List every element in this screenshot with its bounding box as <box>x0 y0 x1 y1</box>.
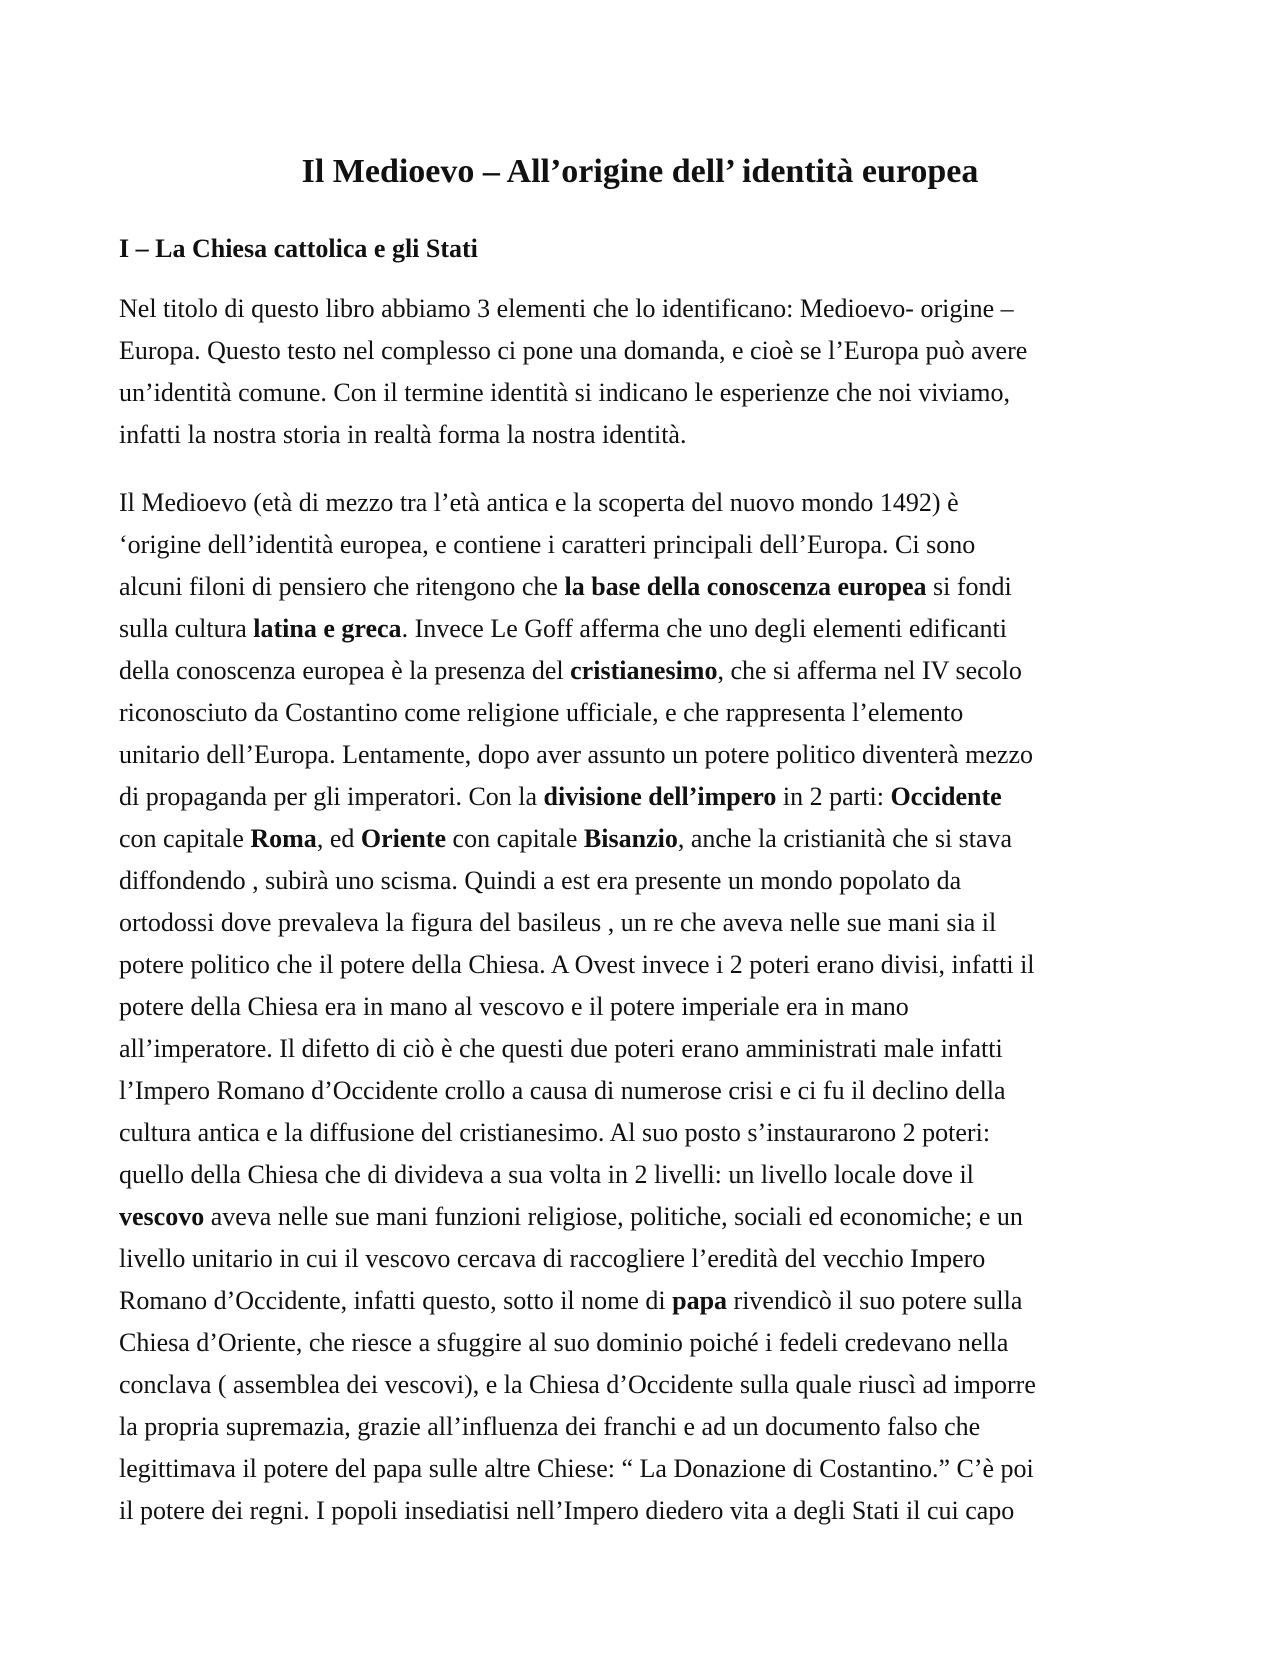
text-run: legittimava il potere del papa sulle altre Chiese: “ La Donazione di Costantino.” C’è poi <box>119 1454 1034 1483</box>
bold-text: latina e greca <box>253 614 402 643</box>
text-line <box>119 1448 1159 1490</box>
section-heading: I – La Chiesa cattolica e gli Stati <box>119 234 478 263</box>
text-line <box>119 1070 1159 1112</box>
text-line <box>119 692 1159 734</box>
bold-text: Roma <box>250 824 317 853</box>
text-line <box>119 650 1159 692</box>
bold-text: papa <box>672 1286 728 1315</box>
text-run: Il Medioevo (età di mezzo tra l’età antica e la scoperta del nuovo mondo 1492) è <box>119 488 959 517</box>
text-line <box>119 1364 1159 1406</box>
text-run: , ed <box>316 824 361 853</box>
text-line <box>119 482 1159 524</box>
text-line <box>119 1154 1159 1196</box>
text-line <box>119 1280 1159 1322</box>
text-line <box>119 734 1159 776</box>
text-line <box>119 414 1159 456</box>
bold-text: Bisanzio <box>583 824 678 853</box>
text-run: Nel titolo di questo libro abbiamo 3 elementi che lo identificano: Medioevo- origine – <box>119 294 1014 323</box>
text-run: potere della Chiesa era in mano al vescovo e il potere imperiale era in mano <box>119 992 909 1021</box>
text-run: ortodossi dove prevaleva la figura del basileus , un re che aveva nelle sue mani sia il <box>119 908 997 937</box>
text-run: sulla cultura <box>119 614 254 643</box>
text-run: con capitale <box>119 824 251 853</box>
text-run: livello unitario in cui il vescovo cercava di raccogliere l’eredità del vecchio Impero <box>119 1244 986 1273</box>
text-run: la propria supremazia, grazie all’influenza dei franchi e ad un documento falso che <box>119 1412 981 1441</box>
text-run: di propaganda per gli imperatori. Con la <box>119 782 544 811</box>
text-run: riconosciuto da Costantino come religione ufficiale, e che rappresenta l’elemento <box>119 698 964 727</box>
text-line <box>119 566 1159 608</box>
text-run: diffondendo , subirà uno scisma. Quindi a est era presente un mondo popolato da <box>119 866 962 895</box>
text-run: Romano d’Occidente, infatti questo, sotto il nome di <box>119 1286 673 1315</box>
text-line <box>119 1112 1159 1154</box>
text-line <box>119 372 1159 414</box>
text-run: si fondi <box>926 572 1012 601</box>
text-run: un’identità comune. Con il termine identità si indicano le esperienze che noi viviamo, <box>119 378 1010 407</box>
text-run: in 2 parti: <box>776 782 891 811</box>
text-line <box>119 860 1159 902</box>
text-run: cultura antica e la diffusione del cristianesimo. Al suo posto s’instaurarono 2 poteri: <box>119 1118 991 1147</box>
text-run: Chiesa d’Oriente, che riesce a sfuggire al suo dominio poiché i fedeli credevano nella <box>119 1328 1009 1357</box>
text-run: all’imperatore. Il difetto di ciò è che questi due poteri erano amministrati male infatti <box>119 1034 1003 1063</box>
text-run: della conoscenza europea è la presenza del <box>119 656 571 685</box>
bold-text: cristianesimo <box>570 656 718 685</box>
bold-text: vescovo <box>119 1202 205 1231</box>
text-line <box>119 818 1159 860</box>
document-body <box>119 228 1159 1558</box>
text-run: . Invece Le Goff afferma che uno degli elementi edificanti <box>401 614 1007 643</box>
text-run: con capitale <box>446 824 584 853</box>
text-run: il potere dei regni. I popoli insediatisi nell’Impero diedero vita a degli Stati il cui capo <box>119 1496 1015 1525</box>
text-line <box>119 1028 1159 1070</box>
text-line <box>119 1322 1159 1364</box>
text-run: infatti la nostra storia in realtà forma la nostra identità. <box>119 420 687 449</box>
text-line <box>119 524 1159 566</box>
text-run: alcuni filoni di pensiero che ritengono che <box>119 572 565 601</box>
bold-text: divisione dell’impero <box>543 782 777 811</box>
paragraph-list <box>119 288 1159 1532</box>
text-line <box>119 1238 1159 1280</box>
text-line <box>119 330 1159 372</box>
text-line <box>119 776 1159 818</box>
bold-text: Oriente <box>360 824 447 853</box>
document-title: Il Medioevo – All’origine dell’ identità europea <box>301 153 979 190</box>
bold-text: la base della conoscenza europea <box>564 572 927 601</box>
text-line <box>119 902 1159 944</box>
text-line <box>119 944 1159 986</box>
body-paragraph <box>119 288 1159 456</box>
text-run: conclava ( assemblea dei vescovi), e la Chiesa d’Occidente sulla quale riuscì ad imporre <box>119 1370 1036 1399</box>
text-run: aveva nelle sue mani funzioni religiose, politiche, sociali ed economiche; e un <box>204 1202 1023 1231</box>
text-run: l’Impero Romano d’Occidente crollo a causa di numerose crisi e ci fu il declino della <box>119 1076 1006 1105</box>
text-run: potere politico che il potere della Chiesa. A Ovest invece i 2 poteri erano divisi, infatti il <box>119 950 1035 979</box>
text-run: Europa. Questo testo nel complesso ci pone una domanda, e cioè se l’Europa può avere <box>119 336 1028 365</box>
text-run: ‘origine dell’identità europea, e contiene i caratteri principali dell’Europa. Ci sono <box>119 530 976 559</box>
text-line <box>119 1490 1159 1532</box>
text-run: , anche la cristianità che si stava <box>677 824 1013 853</box>
text-line <box>119 288 1159 330</box>
text-run: rivendicò il suo potere sulla <box>727 1286 1023 1315</box>
text-line <box>119 1196 1159 1238</box>
body-paragraph <box>119 482 1159 1532</box>
text-run: , che si afferma nel IV secolo <box>717 656 1022 685</box>
text-run: unitario dell’Europa. Lentamente, dopo aver assunto un potere politico diventerà mezzo <box>119 740 1034 769</box>
text-run: quello della Chiesa che di divideva a sua volta in 2 livelli: un livello locale dove il <box>119 1160 974 1189</box>
text-line <box>119 608 1159 650</box>
text-line <box>119 986 1159 1028</box>
bold-text: Occidente <box>890 782 1002 811</box>
text-line <box>119 1406 1159 1448</box>
